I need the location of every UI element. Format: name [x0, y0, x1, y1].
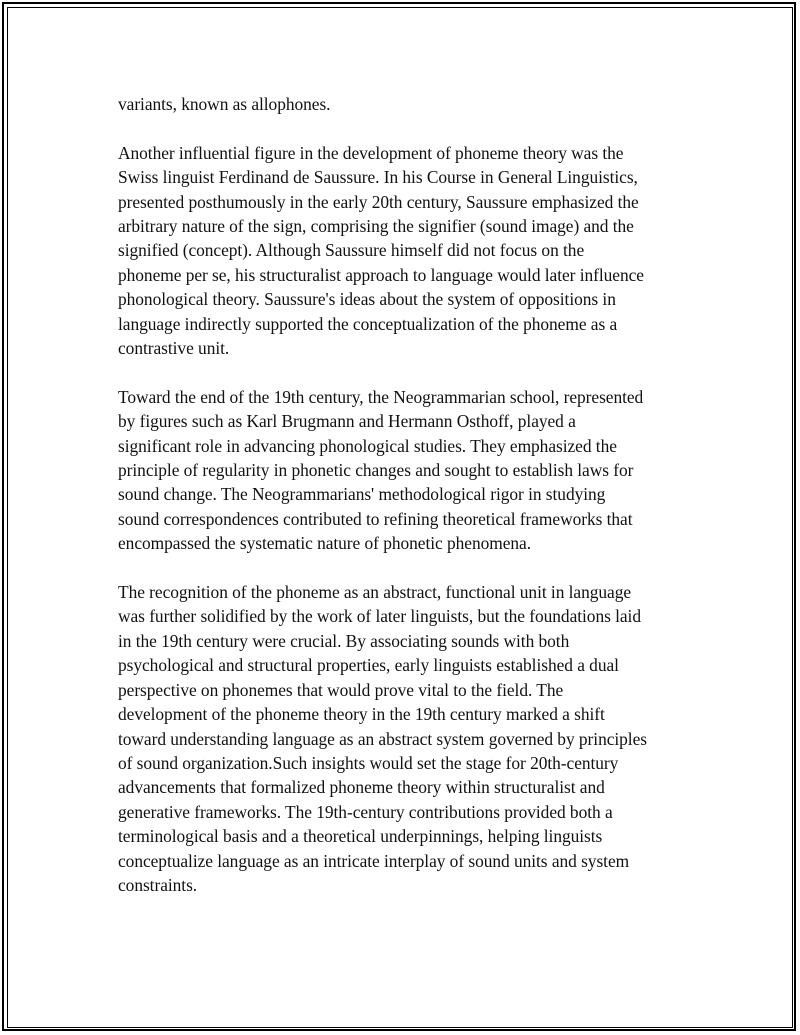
document-body [118, 92, 698, 897]
paragraph-neogrammarians: Toward the end of the 19th century, the Neogrammarian school, represented by figures such as Karl Brugmann and Hermann Osthoff, played a significant role in advancing phonological studies. They emphasized the principle of regularity in phonetic changes and sought to establish laws for sound change. The Neogrammarians' methodological rigor in studying sound correspondences contributed to refining theoretical frameworks that encompassed the systematic nature of phonetic phenomena. [118, 386, 644, 554]
paragraph-phoneme-recognition: The recognition of the phoneme as an abstract, functional unit in language was further solidified by the work of later linguists, but the foundations laid in the 19th century were crucial. By associating sounds with both psychological and structural properties, early linguists established a dual perspective on phonemes that would prove vital to the field. The development of the phoneme theory in the 19th century marked a shift toward understanding language as an abstract system governed by principles of sound organization.Such insights would set the stage for 20th-century advancements that formalized phoneme theory within structuralist and generative frameworks. The 19th-century contributions provided both a terminological basis and a theoretical underpinnings, helping linguists conceptualize language as an intricate interplay of sound units and system constraints. [118, 582, 647, 895]
paragraph-allophones: variants, known as allophones. [118, 94, 331, 114]
paragraph-saussure: Another influential figure in the development of phoneme theory was the Swiss linguist Ferdinand de Saussure. In his Course in General Linguistics, presented posthumously in the early 20th century, Saussure emphasized the arbitrary nature of the sign, comprising the signifier (sound image) and the signified (concept). Although Saussure himself did not focus on the phoneme per se, his structuralist approach to language would later influence phonological theory. Saussure's ideas about the system of oppositions in language indirectly supported the conceptualization of the phoneme as a contrastive unit. [118, 142, 644, 359]
